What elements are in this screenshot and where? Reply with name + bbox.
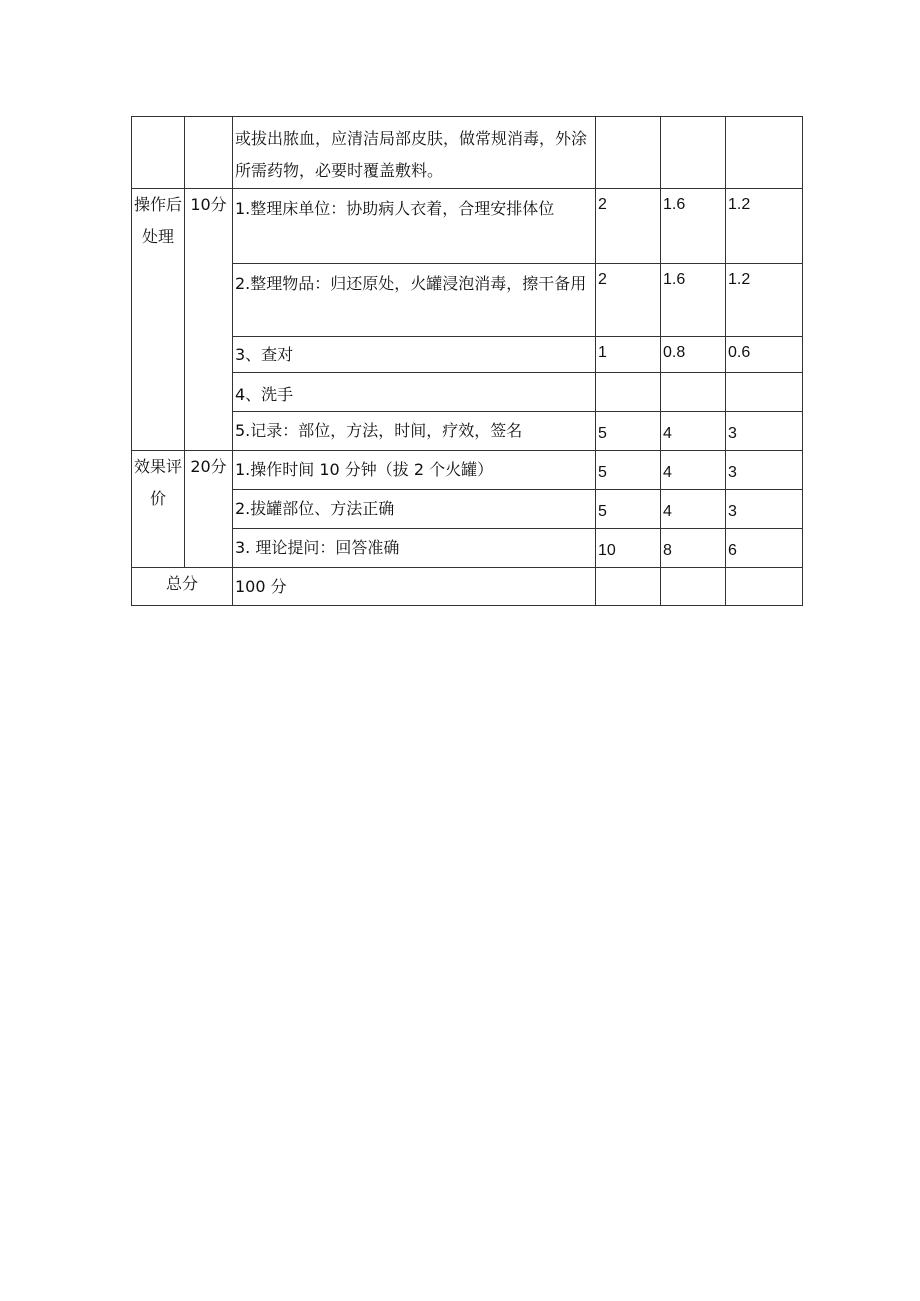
scoring-table bbox=[131, 116, 803, 606]
score-a: 2 bbox=[596, 189, 661, 264]
table-row bbox=[132, 490, 803, 529]
points-cell bbox=[185, 117, 233, 189]
item-text: 2.整理物品：归还原处，火罐浸泡消毒，擦干备用 bbox=[233, 264, 596, 337]
score-a: 10 bbox=[596, 529, 661, 568]
item-text: 1.操作时间 10 分钟（拔 2 个火罐） bbox=[233, 451, 596, 490]
table-row bbox=[132, 568, 803, 606]
category-cell bbox=[132, 117, 185, 189]
item-text: 5.记录：部位，方法，时间，疗效，签名 bbox=[233, 412, 596, 451]
score-b bbox=[661, 373, 726, 412]
score-b: 1.6 bbox=[661, 189, 726, 264]
score-c bbox=[726, 568, 803, 606]
points-post: 10分 bbox=[185, 189, 233, 451]
table-row bbox=[132, 189, 803, 264]
category-effect: 效果评价 bbox=[132, 451, 185, 568]
score-a bbox=[596, 117, 661, 189]
score-a: 2 bbox=[596, 264, 661, 337]
score-a: 1 bbox=[596, 337, 661, 373]
score-a: 5 bbox=[596, 490, 661, 529]
points-effect: 20分 bbox=[185, 451, 233, 568]
table-row bbox=[132, 264, 803, 337]
table-row bbox=[132, 529, 803, 568]
score-a: 5 bbox=[596, 412, 661, 451]
score-a bbox=[596, 373, 661, 412]
score-c bbox=[726, 373, 803, 412]
score-c: 1.2 bbox=[726, 189, 803, 264]
score-b: 4 bbox=[661, 451, 726, 490]
table-row bbox=[132, 117, 803, 189]
score-a: 5 bbox=[596, 451, 661, 490]
table-row bbox=[132, 412, 803, 451]
total-value: 100 分 bbox=[233, 568, 596, 606]
table-row bbox=[132, 373, 803, 412]
score-b: 4 bbox=[661, 490, 726, 529]
score-b: 4 bbox=[661, 412, 726, 451]
score-b: 8 bbox=[661, 529, 726, 568]
score-c: 0.6 bbox=[726, 337, 803, 373]
item-text: 3、查对 bbox=[233, 337, 596, 373]
score-c: 6 bbox=[726, 529, 803, 568]
score-c: 3 bbox=[726, 490, 803, 529]
score-a bbox=[596, 568, 661, 606]
score-b bbox=[661, 568, 726, 606]
score-c: 1.2 bbox=[726, 264, 803, 337]
table-row bbox=[132, 337, 803, 373]
item-text: 3. 理论提问：回答准确 bbox=[233, 529, 596, 568]
total-label: 总分 bbox=[132, 568, 233, 606]
score-b: 0.8 bbox=[661, 337, 726, 373]
table-row bbox=[132, 451, 803, 490]
item-text: 4、洗手 bbox=[233, 373, 596, 412]
score-b: 1.6 bbox=[661, 264, 726, 337]
category-post: 操作后处理 bbox=[132, 189, 185, 451]
item-text: 1.整理床单位：协助病人衣着，合理安排体位 bbox=[233, 189, 596, 264]
item-text: 2.拔罐部位、方法正确 bbox=[233, 490, 596, 529]
score-c bbox=[726, 117, 803, 189]
score-c: 3 bbox=[726, 451, 803, 490]
score-c: 3 bbox=[726, 412, 803, 451]
item-text: 或拔出脓血，应清洁局部皮肤，做常规消毒，外涂所需药物，必要时覆盖敷料。 bbox=[233, 117, 596, 189]
score-b bbox=[661, 117, 726, 189]
